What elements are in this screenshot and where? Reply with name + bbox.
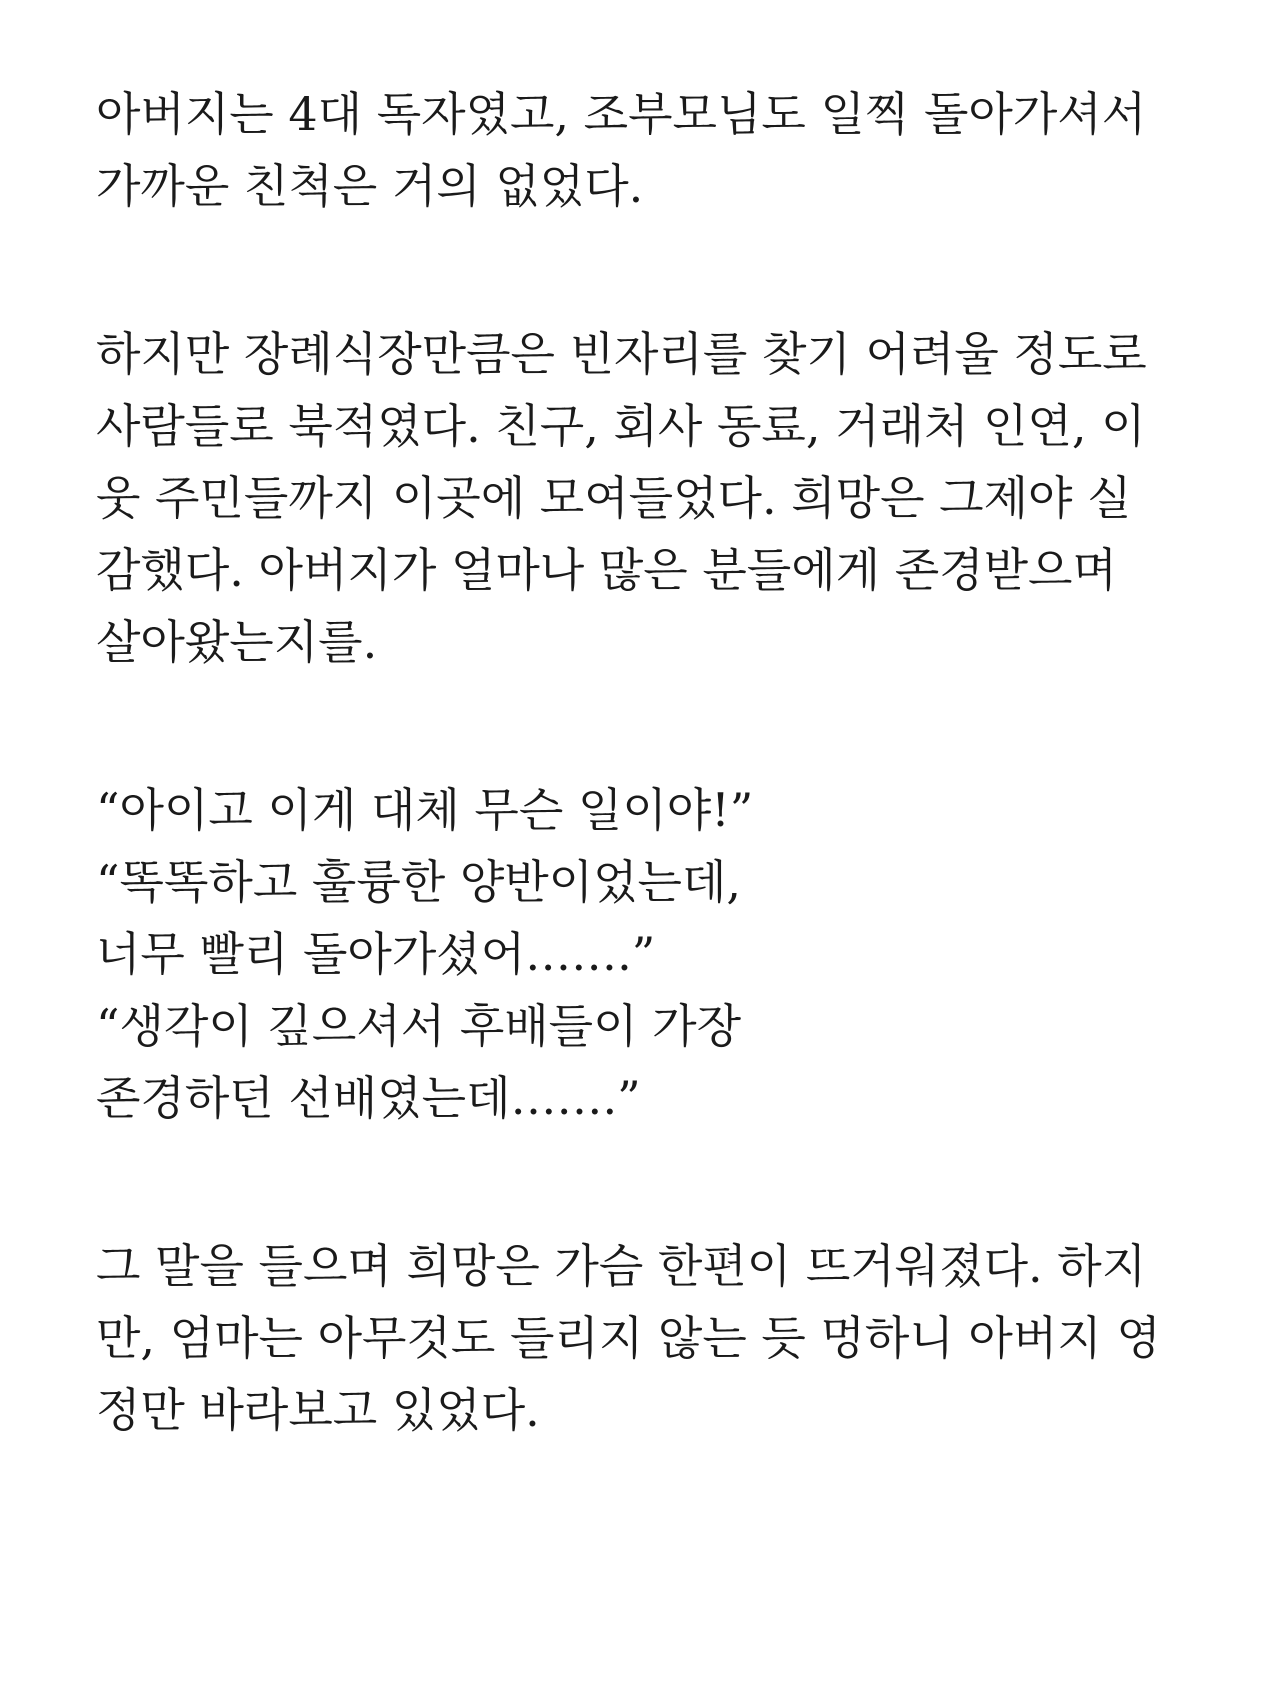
text-line: 만, 엄마는 아무것도 들리지 않는 듯 멍하니 아버지 영	[96, 1311, 1161, 1365]
text-line: 웃 주민들까지 이곳에 모여들었다. 희망은 그제야 실	[96, 471, 1132, 525]
paragraph-2	[96, 318, 1196, 678]
text-line: 하지만 장례식장만큼은 빈자리를 찾기 어려울 정도로	[96, 327, 1147, 381]
dialogue-line: 존경하던 선배였는데…….”	[96, 1071, 641, 1125]
paragraph-spacer	[96, 678, 1196, 774]
text-line: 가까운 친척은 거의 없었다.	[96, 159, 644, 213]
text-line: 감했다. 아버지가 얼마나 많은 분들에게 존경받으며	[96, 543, 1117, 597]
paragraph-3-dialogue	[96, 774, 1196, 1134]
paragraph-1	[96, 78, 1196, 222]
dialogue-line: 너무 빨리 돌아가셨어…….”	[96, 927, 656, 981]
dialogue-line: “아이고 이게 대체 무슨 일이야!”	[96, 783, 754, 837]
dialogue-line: “생각이 깊으셔서 후배들이 가장	[96, 999, 742, 1053]
paragraph-spacer	[96, 1134, 1196, 1230]
text-line: 정만 바라보고 있었다.	[96, 1383, 540, 1437]
text-line: 그 말을 들으며 희망은 가슴 한편이 뜨거워졌다. 하지	[96, 1239, 1147, 1293]
text-line: 아버지는 4대 독자였고, 조부모님도 일찍 돌아가셔서	[96, 87, 1147, 141]
document-page	[96, 78, 1196, 1446]
text-line: 사람들로 북적였다. 친구, 회사 동료, 거래처 인연, 이	[96, 399, 1146, 453]
paragraph-spacer	[96, 222, 1196, 318]
text-line: 살아왔는지를.	[96, 615, 378, 669]
paragraph-4	[96, 1230, 1196, 1446]
dialogue-line: “똑똑하고 훌륭한 양반이었는데,	[96, 855, 742, 909]
